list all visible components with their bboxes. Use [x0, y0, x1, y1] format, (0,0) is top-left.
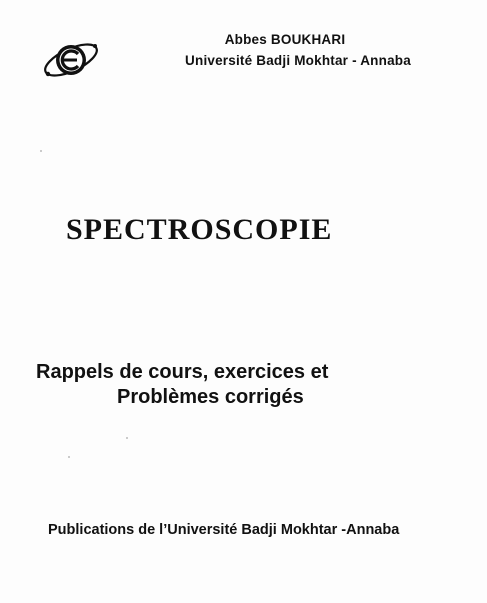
university-logo-icon [40, 34, 102, 86]
subtitle-line-1: Rappels de cours, exercices et [36, 361, 329, 383]
university-name: Université Badji Mokhtar - Annaba [185, 53, 411, 68]
scan-speck [68, 456, 70, 458]
publisher-line: Publications de l’Université Badji Mokhtar -Annaba [48, 522, 400, 538]
author-name: Abbes BOUKHARI [224, 32, 346, 47]
book-title: SPECTROSCOPIE [66, 213, 333, 246]
subtitle-line-2: Problèmes corrigés [117, 386, 304, 408]
scan-speck [40, 150, 42, 152]
scan-speck [126, 437, 128, 439]
